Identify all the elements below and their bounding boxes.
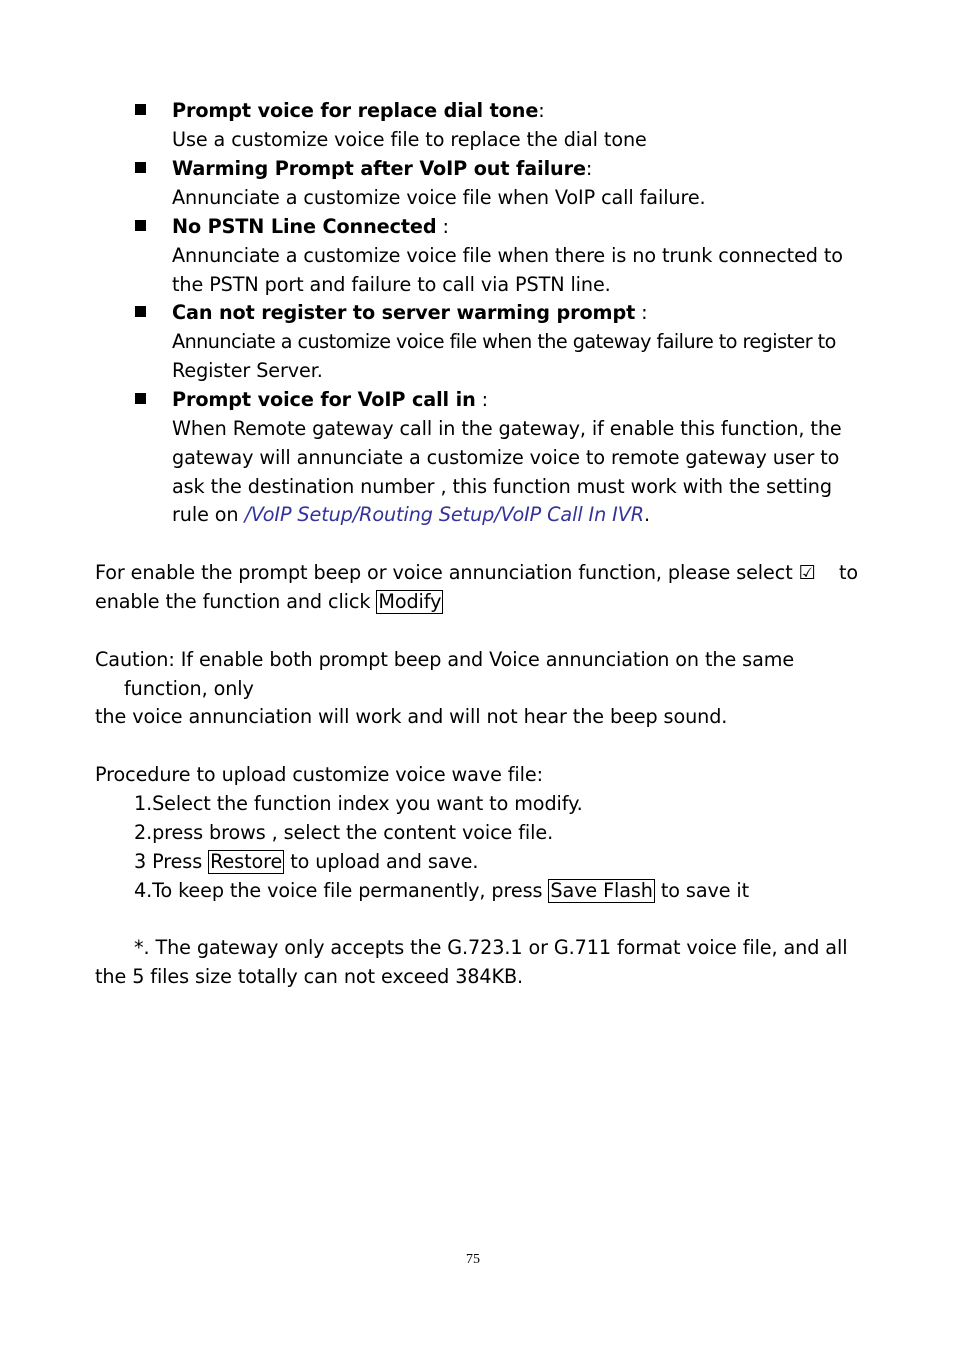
bullet-square-icon — [135, 306, 146, 317]
bullet-square-icon — [135, 393, 146, 404]
bullet-description: Annunciate a customize voice file when there is no trunk connected to — [172, 244, 843, 267]
save-flash-button: Save Flash — [550, 879, 653, 902]
caution-text: function, only — [124, 677, 254, 700]
caution-text: the voice annunciation will work and will not hear the beep sound. — [95, 705, 728, 728]
enable-instruction: enable the function and click Modify — [95, 590, 442, 613]
bullet-title: No PSTN Line Connected : — [172, 215, 449, 238]
bullet-title: Warming Prompt after VoIP out failure: — [172, 157, 593, 180]
page-number: 75 — [466, 1252, 480, 1267]
bullet-description: Annunciate a customize voice file when the gateway failure to register to — [172, 330, 836, 353]
bullet-description: When Remote gateway call in the gateway, if enable this function, the — [172, 417, 842, 440]
bullet-title: Prompt voice for VoIP call in : — [172, 388, 489, 411]
bullet-title: Prompt voice for replace dial tone: — [172, 99, 545, 122]
caution-text: Caution: If enable both prompt beep and Voice annunciation on the same — [95, 648, 795, 671]
note-text: *. The gateway only accepts the G.723.1 or G.711 format voice file, and all — [134, 936, 848, 959]
note-text: the 5 files size totally can not exceed 384KB. — [95, 965, 524, 988]
bullet-title: Can not register to server warming prompt : — [172, 301, 648, 324]
bullet-square-icon — [135, 220, 146, 231]
enable-instruction: For enable the prompt beep or voice annunciation function, please select ☑ — [95, 558, 815, 587]
menu-path-link[interactable]: /VoIP Setup/Routing Setup/VoIP Call In IVR — [244, 503, 644, 526]
bullet-square-icon — [135, 104, 146, 115]
procedure-step: 2.press brows , select the content voice file. — [134, 821, 554, 844]
bullet-description: Annunciate a customize voice file when VoIP call failure. — [172, 186, 706, 209]
enable-instruction-tail: to — [839, 561, 859, 584]
bullet-description: Use a customize voice file to replace the dial tone — [172, 128, 647, 151]
bullet-description: ask the destination number , this function must work with the setting — [172, 475, 832, 498]
procedure-heading: Procedure to upload customize voice wave file: — [95, 763, 543, 786]
bullet-description: rule on /VoIP Setup/Routing Setup/VoIP Call In IVR. — [172, 503, 650, 526]
procedure-step: 1.Select the function index you want to modify. — [134, 792, 583, 815]
bullet-square-icon — [135, 162, 146, 173]
bullet-description: the PSTN port and failure to call via PSTN line. — [172, 273, 611, 296]
bullet-description: Register Server. — [172, 359, 323, 382]
procedure-step: 4.To keep the voice file permanently, press Save Flash to save it — [134, 879, 750, 902]
procedure-step: 3 Press Restore to upload and save. — [134, 850, 479, 873]
modify-button: Modify — [378, 590, 442, 613]
restore-button: Restore — [210, 850, 283, 873]
bullet-description: gateway will annunciate a customize voice to remote gateway user to — [172, 446, 840, 469]
checkbox-checked-icon: ☑ — [798, 561, 816, 584]
